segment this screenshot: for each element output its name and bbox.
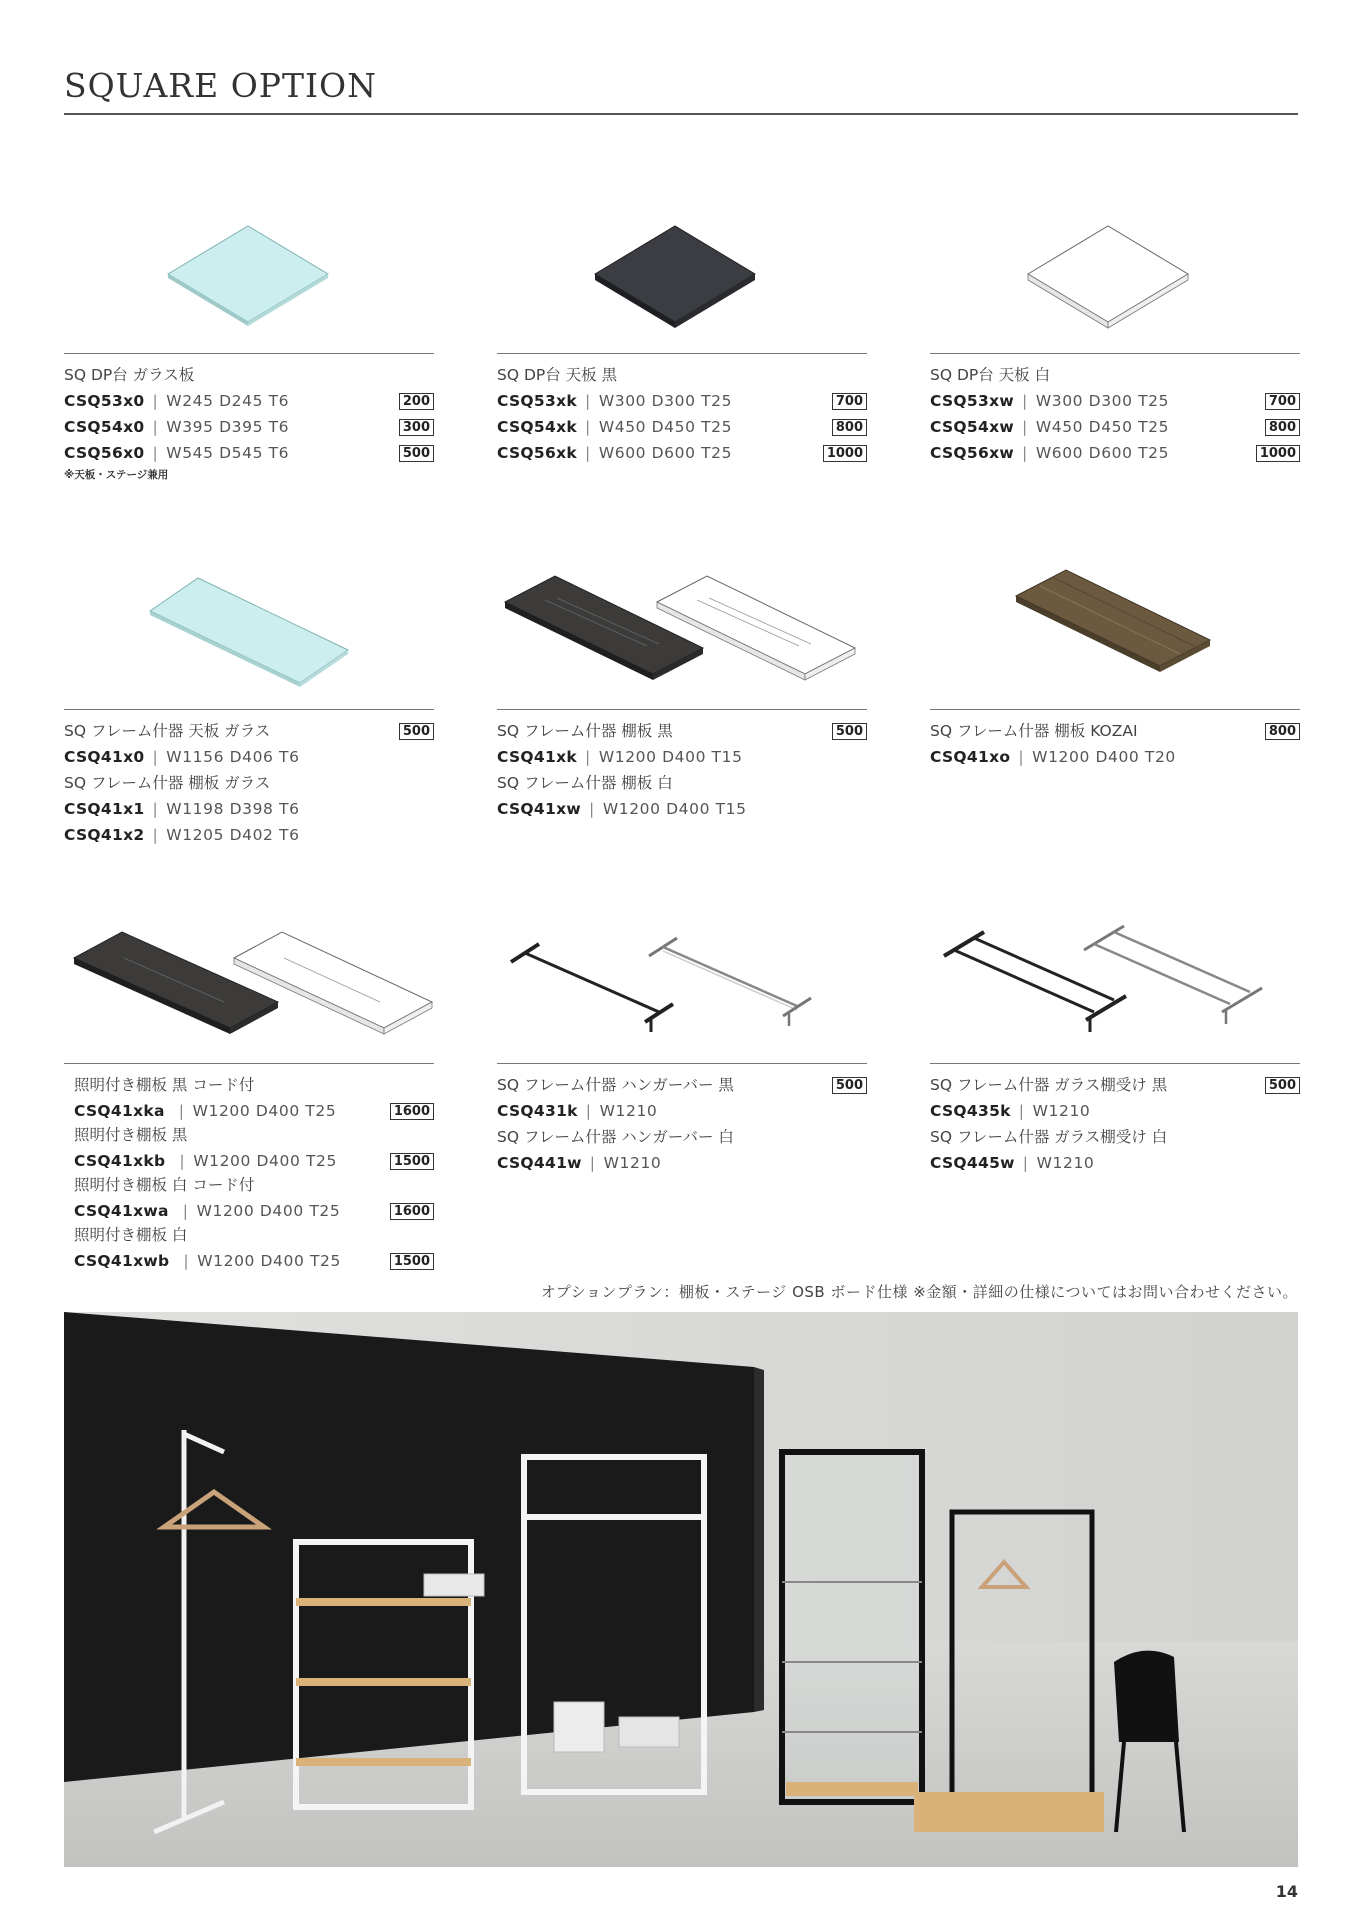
spec-row: CSQ41xwa | W1200 D400 T25 1600 [64,1198,434,1224]
glass-board-image [64,200,434,345]
subheading: SQ フレーム什器 棚板 ガラス [64,774,271,792]
heading: SQ フレーム什器 ハンガーバー 黒 500 [497,1072,867,1098]
product-card-glass-dp [64,200,434,484]
heading: 照明付き棚板 白 [74,1226,188,1244]
glass-support-image [930,910,1300,1055]
price-badge: 500 [832,1077,867,1094]
page-number: 14 [1275,1882,1298,1901]
spec-row: CSQ41xo | W1200 D400 T20 [930,748,1176,766]
title-divider [64,113,1298,115]
price-badge: 800 [832,419,867,436]
subheading: SQ フレーム什器 ハンガーバー 白 [497,1128,734,1146]
heading: 照明付き棚板 黒 コード付 [74,1076,255,1094]
price-badge: 1000 [823,445,867,462]
product-card-glass-shelf [64,556,434,848]
subheading: SQ フレーム什器 ガラス棚受け 白 [930,1128,1168,1146]
hanger-bar-image [497,910,867,1055]
spec-row: CSQ53xk | W300 D300 T25 700 [497,388,867,414]
heading: SQ フレーム什器 棚板 KOZAI 800 [930,718,1300,744]
spec-row: CSQ41xkb | W1200 D400 T25 1500 [64,1148,434,1174]
heading: SQ フレーム什器 天板 ガラス 500 [64,718,434,744]
spec-row: CSQ41xw | W1200 D400 T15 [497,800,747,818]
heading: 照明付き棚板 白 コード付 [74,1176,255,1194]
spec-row: CSQ56xk | W600 D600 T25 1000 [497,440,867,466]
product-card-glass-support [930,910,1300,1176]
price-badge: 1600 [390,1203,434,1220]
kozai-shelf-image [930,556,1300,701]
spec-row: CSQ41xwb | W1200 D400 T25 1500 [64,1248,434,1274]
spec-row: CSQ431k | W1210 [497,1102,658,1120]
price-badge: 800 [1265,419,1300,436]
spec-row: CSQ54xk | W450 D450 T25 800 [497,414,867,440]
spec-row: CSQ41xk | W1200 D400 T15 [497,748,743,766]
product-card-kozai-shelf [930,556,1300,770]
heading: SQ DP台 天板 黒 [497,366,618,384]
note: ※天板・ステージ兼用 [64,469,169,481]
white-board-image [930,200,1300,345]
price-badge: 1500 [390,1153,434,1170]
heading: SQ フレーム什器 棚板 黒 500 [497,718,867,744]
showroom-photo [64,1312,1298,1867]
heading: 照明付き棚板 黒 [74,1126,188,1144]
price-badge: 700 [832,393,867,410]
spec-row: CSQ441w | W1210 [497,1154,662,1172]
spec-row: CSQ41xka | W1200 D400 T25 1600 [64,1098,434,1124]
spec-row: CSQ41x1 | W1198 D398 T6 [64,800,300,818]
product-card-white-dp [930,200,1300,466]
spec-row: CSQ41x0 | W1156 D406 T6 [64,748,300,766]
spec-row: CSQ445w | W1210 [930,1154,1095,1172]
price-badge: 200 [399,393,434,410]
price-badge: 500 [832,723,867,740]
spec-row: CSQ53xw | W300 D300 T25 700 [930,388,1300,414]
spec-row: CSQ54x0 | W395 D395 T6 300 [64,414,434,440]
price-badge: 300 [399,419,434,436]
price-badge: 1000 [1256,445,1300,462]
subheading: SQ フレーム什器 棚板 白 [497,774,673,792]
spec-row: CSQ56x0 | W545 D545 T6 500 [64,440,434,466]
lighting-shelf-image [64,910,434,1055]
glass-shelf-image [64,556,434,701]
price-badge: 500 [399,723,434,740]
black-board-image [497,200,867,345]
price-badge: 1600 [390,1103,434,1120]
heading: SQ フレーム什器 ガラス棚受け 黒 500 [930,1072,1300,1098]
spec-row: CSQ56xw | W600 D600 T25 1000 [930,440,1300,466]
price-badge: 500 [399,445,434,462]
heading: SQ DP台 ガラス板 [64,366,195,384]
price-badge: 500 [1265,1077,1300,1094]
product-card-black-dp [497,200,867,466]
heading: SQ DP台 天板 白 [930,366,1051,384]
price-badge: 800 [1265,723,1300,740]
product-card-lighting-shelf [64,910,434,1274]
price-badge: 1500 [390,1253,434,1270]
product-card-hanger-bar [497,910,867,1176]
product-card-shelf-black-white [497,556,867,822]
page-title: SQUARE OPTION [64,66,377,105]
option-plan-note: オプションプラン：棚板・ステージ OSB ボード仕様 ※金額・詳細の仕様についてはお問い合わせください。 [540,1283,1298,1301]
price-badge: 700 [1265,393,1300,410]
spec-row: CSQ53x0 | W245 D245 T6 200 [64,388,434,414]
shelf-boards-image [497,556,867,701]
spec-row: CSQ54xw | W450 D450 T25 800 [930,414,1300,440]
spec-row: CSQ41x2 | W1205 D402 T6 [64,826,300,844]
spec-row: CSQ435k | W1210 [930,1102,1091,1120]
